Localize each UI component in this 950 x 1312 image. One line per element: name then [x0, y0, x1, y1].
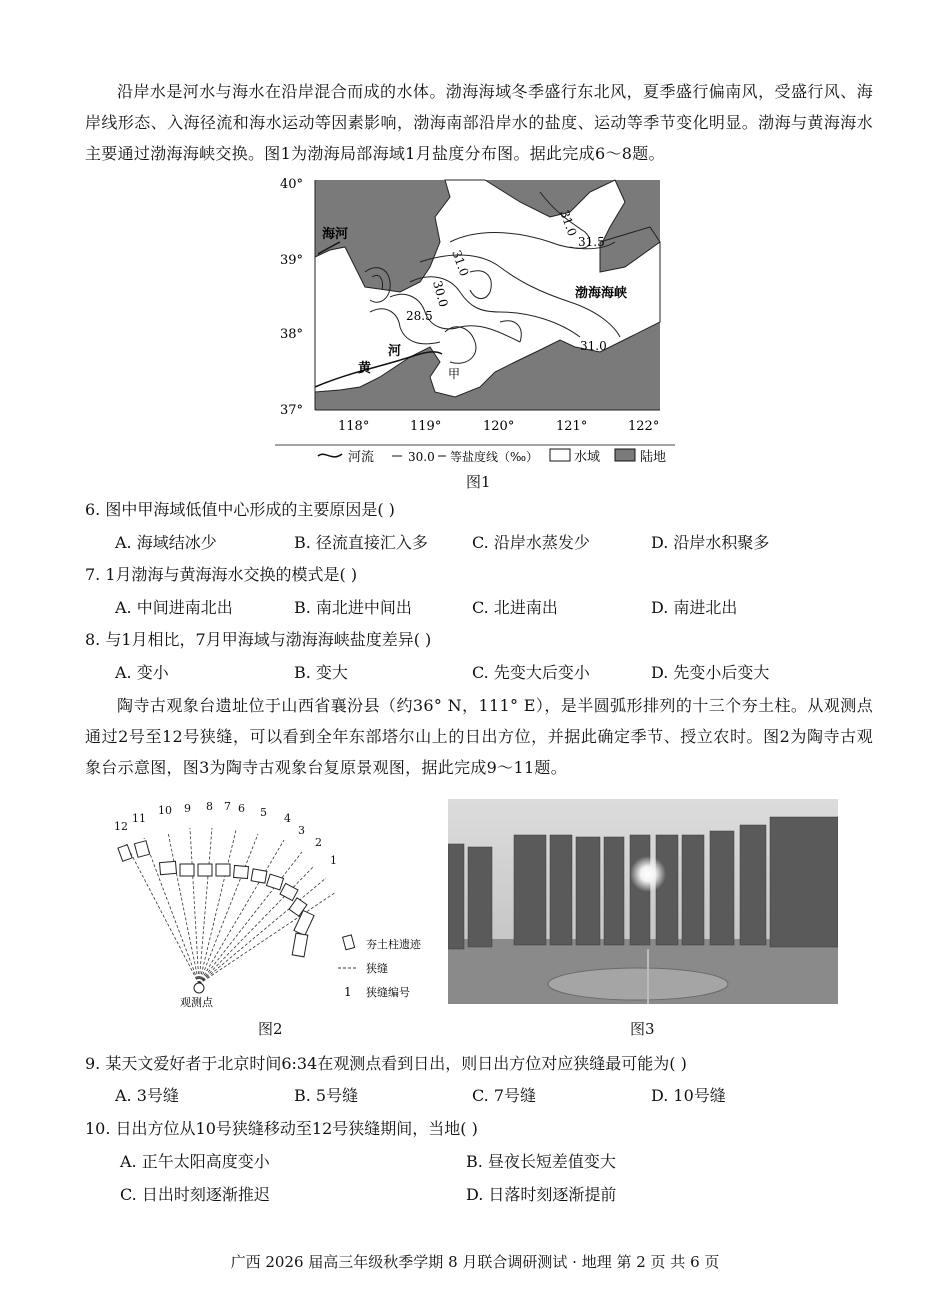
slit-number: 8: [206, 800, 213, 813]
contour-value: 28.5: [406, 309, 433, 323]
legend-number-symbol: 1: [344, 985, 352, 999]
question-8: 8. 与1月相比，7月甲海域与渤海海峡盐度差异( ): [85, 630, 432, 649]
question-9: 9. 某天文爱好者于北京时间6:34在观测点看到日出，则日出方位对应狭缝最可能为( ): [85, 1054, 687, 1073]
slit-number: 10: [158, 804, 172, 817]
lon-label: 121°: [556, 419, 588, 434]
legend-river: 河流: [348, 450, 375, 465]
legend-river-icon: [318, 454, 342, 457]
legend-water-icon: [550, 449, 570, 461]
q8-option-c[interactable]: C. 先变大后变小: [472, 663, 590, 682]
sun: [630, 856, 666, 892]
q6-option-c[interactable]: C. 沿岸水蒸发少: [472, 533, 590, 552]
page-footer: 广西 2026 届高三年级秋季学期 8 月联合调研测试 · 地理 第 2 页 共 6 页: [230, 1253, 720, 1271]
lat-label: 38°: [280, 327, 304, 342]
legend-number: 狭缝编号: [366, 986, 410, 999]
slit-number: 7: [224, 800, 231, 813]
q7-option-d[interactable]: D. 南进北出: [651, 598, 738, 617]
question-7: 7. 1月渤海与黄海海水交换的模式是( ): [85, 565, 358, 584]
contour-value: 31.5: [578, 235, 605, 249]
lat-label: 37°: [280, 403, 304, 418]
slit-number: 5: [260, 806, 267, 819]
q6-option-a[interactable]: A. 海域结冰少: [115, 533, 217, 552]
q8-option-b[interactable]: B. 变大: [294, 663, 348, 682]
q7-option-b[interactable]: B. 南北进中间出: [294, 598, 412, 617]
q8-option-d[interactable]: D. 先变小后变大: [651, 663, 770, 682]
contour-value: 30.0: [430, 279, 451, 309]
slit-number: 3: [298, 824, 305, 837]
lon-label: 118°: [338, 419, 370, 434]
q9-option-a[interactable]: A. 3号缝: [115, 1086, 179, 1105]
slit-number: 9: [184, 802, 191, 815]
pillars: [118, 841, 314, 957]
q10-option-c[interactable]: C. 日出时刻逐渐推迟: [120, 1185, 270, 1204]
legend-isoline-value: 30.0: [408, 450, 435, 464]
lon-label: 122°: [628, 419, 660, 434]
q7-option-a[interactable]: A. 中间进南北出: [115, 598, 233, 617]
slit-number: 2: [315, 836, 322, 849]
label-he: 河: [388, 344, 402, 359]
q8-option-a[interactable]: A. 变小: [115, 663, 169, 682]
slit-number: 1: [330, 854, 337, 867]
slit-number: 11: [132, 812, 146, 825]
q9-option-d[interactable]: D. 10号缝: [651, 1086, 726, 1105]
q6-option-b[interactable]: B. 径流直接汇入多: [294, 533, 428, 552]
q9-option-c[interactable]: C. 7号缝: [472, 1086, 537, 1105]
label-jia: 甲: [448, 367, 461, 381]
q7-option-c[interactable]: C. 北进南出: [472, 598, 558, 617]
legend-water: 水域: [574, 450, 601, 465]
label-huang: 黄: [358, 361, 372, 376]
label-haihe: 海河: [322, 227, 349, 242]
slit-number: 6: [238, 802, 245, 815]
q10-option-a[interactable]: A. 正午太阳高度变小: [120, 1152, 270, 1171]
contour-value: 31.0: [580, 339, 607, 353]
q10-option-b[interactable]: B. 昼夜长短差值变大: [466, 1152, 616, 1171]
contour-value: 31.0: [449, 248, 472, 279]
intro-paragraph-2: 陶寺古观象台遗址位于山西省襄汾县（约36° N，111° E），是半圆弧形排列的十三个夯土柱。从观测点通过2号至12号狭缝，可以看到全年东部塔尔山上的日出方位，并据此确定季节、授立农时。图2为陶寺古观象台示意图，图3为陶寺古观象台复原景观图，据此完成9～11题。: [85, 696, 873, 777]
figure3-caption: 图3: [630, 1020, 655, 1038]
legend-isoline: 等盐度线（‰）: [450, 450, 539, 464]
lat-label: 40°: [280, 177, 304, 192]
question-10: 10. 日出方位从10号狭缝移动至12号狭缝期间，当地( ): [85, 1119, 478, 1138]
label-strait: 渤海海峡: [575, 286, 628, 301]
legend-pillar: 夯土柱遗迹: [366, 938, 421, 951]
q6-option-d[interactable]: D. 沿岸水积聚多: [651, 533, 770, 552]
observation-platform: [548, 968, 728, 1000]
observer-label: 观测点: [180, 996, 213, 1009]
figure2-schematic: [108, 798, 438, 1010]
lat-label: 39°: [280, 253, 304, 268]
q9-option-b[interactable]: B. 5号缝: [294, 1086, 359, 1105]
figure1-caption: 图1: [466, 473, 491, 491]
lon-label: 119°: [410, 419, 442, 434]
slit-number: 4: [284, 812, 291, 825]
slit-number: 12: [114, 820, 128, 833]
observer-point: [194, 983, 204, 993]
legend-slit: 狭缝: [366, 962, 388, 975]
intro-paragraph-1: 沿岸水是河水与海水在沿岸混合而成的水体。渤海海域冬季盛行东北风，夏季盛行偏南风，受盛行风、海岸线形态、入海径流和海水运动等因素影响，渤海南部沿岸水的盐度、运动等季节变化明显。渤海与黄海海水主要通过渤海海峡交换。图1为渤海局部海域1月盐度分布图。据此完成6～8题。: [85, 82, 873, 163]
legend-land: 陆地: [640, 450, 667, 465]
figure2-caption: 图2: [258, 1020, 283, 1038]
question-6: 6. 图中甲海域低值中心形成的主要原因是( ): [85, 500, 395, 519]
contour-value: 31.0: [557, 208, 580, 239]
q10-option-d[interactable]: D. 日落时刻逐渐提前: [466, 1185, 617, 1204]
legend-land-icon: [615, 449, 635, 461]
lon-label: 120°: [483, 419, 515, 434]
legend-pillar-icon: [343, 935, 355, 950]
figure1-map: [270, 172, 680, 472]
figure3-photo: [448, 799, 838, 1004]
